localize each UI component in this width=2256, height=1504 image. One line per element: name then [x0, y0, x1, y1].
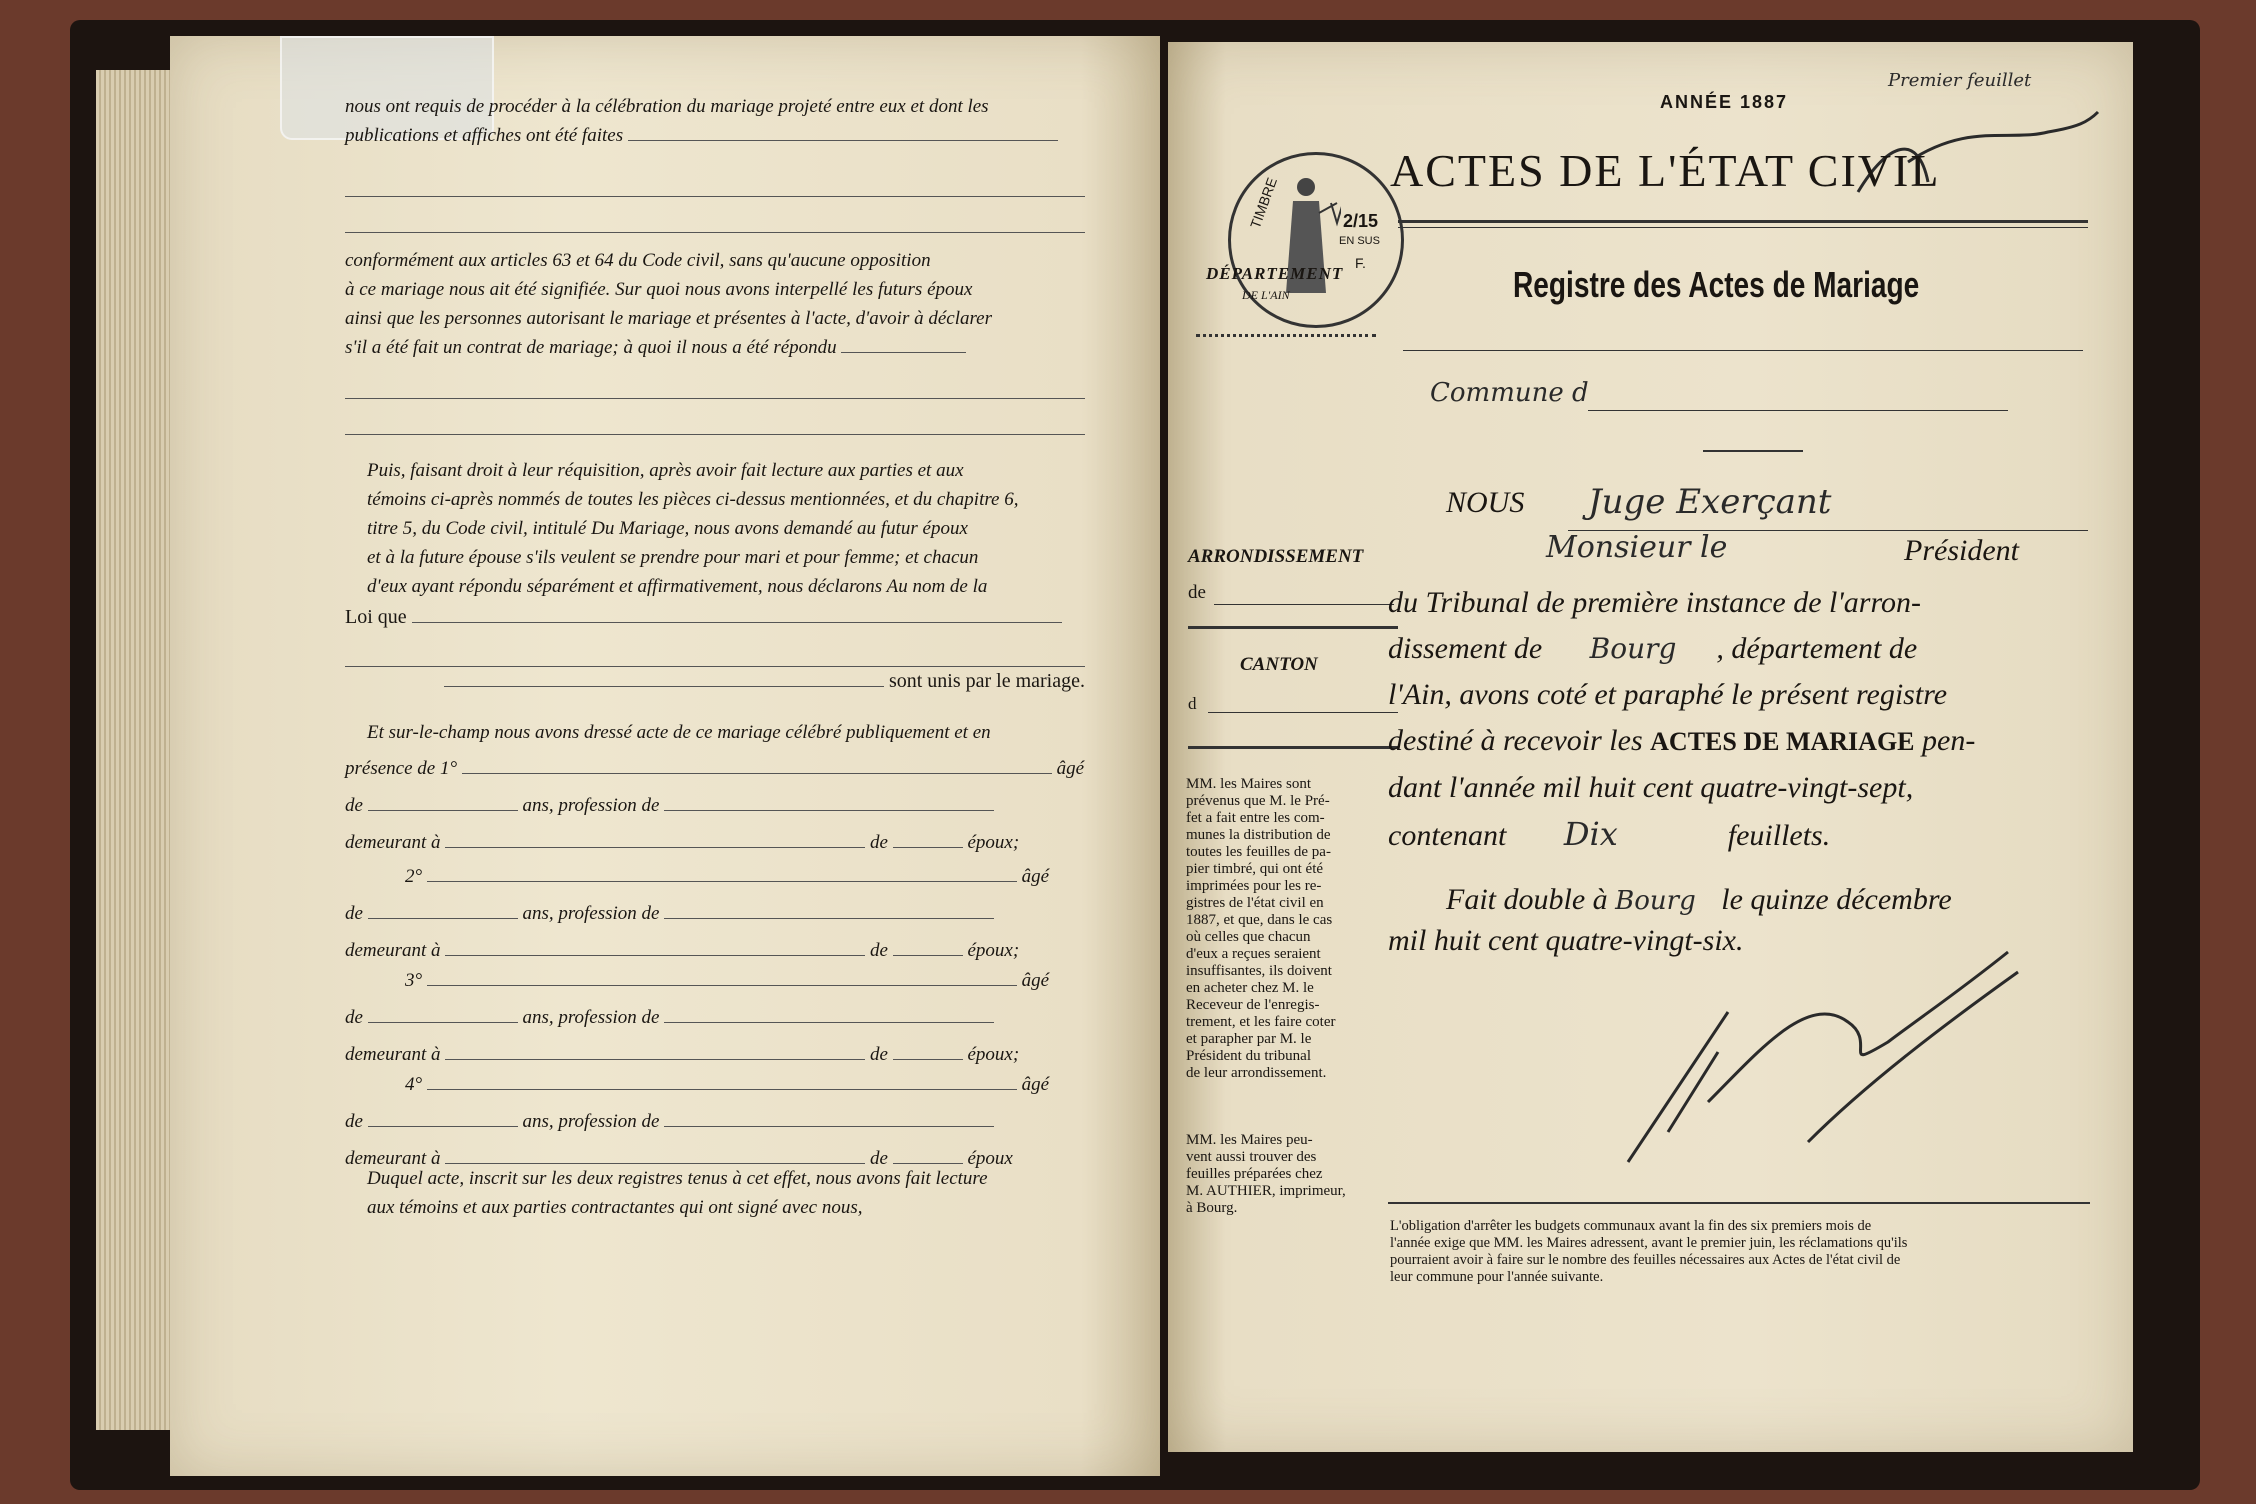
blank-line — [664, 900, 994, 919]
de-label: de — [345, 795, 363, 816]
handwritten-monsieur: Monsieur le — [1546, 530, 1728, 565]
ornament-divider — [1196, 334, 1376, 337]
age-label: âgé — [1021, 1074, 1050, 1095]
blank-line — [368, 792, 518, 811]
profession-label: ans, profession de — [522, 795, 660, 816]
blank-line — [368, 1004, 518, 1023]
handwritten-bourg: Bourg — [1589, 632, 1677, 665]
body-line: , département de — [1716, 632, 1918, 665]
body-line: pen- — [1922, 724, 1976, 757]
body-line: destiné à recevoir les — [1388, 724, 1643, 757]
de-label: de — [870, 832, 888, 853]
arrondissement-de: de — [1188, 582, 1206, 603]
text-line: témoins ci-après nommés de toutes les pièces ci-dessus mentionnées, et du chapitre 6, — [367, 489, 1019, 510]
text-line: et à la future épouse s'ils veulent se prendre pour mari et pour femme; et chacun — [367, 547, 979, 568]
margin-rule — [1188, 626, 1398, 629]
nous-label: NOUS — [1446, 486, 1525, 519]
text-line: Et sur-le-champ nous avons dressé acte de ce mariage célébré publiquement et en — [367, 722, 991, 743]
text-line: publications et affiches ont été faites — [345, 125, 624, 146]
commune-label: Commune d — [1430, 378, 1589, 408]
sidenote-line: imprimées pour les re- — [1186, 878, 1322, 894]
title-rule — [1398, 220, 2088, 223]
sidenote-line: Président du tribunal — [1186, 1048, 1311, 1064]
blank-line — [628, 122, 1058, 141]
sidenote-line: de leur arrondissement. — [1186, 1065, 1327, 1081]
loi-que-label: Loi que — [345, 606, 407, 628]
text-line: d'eux ayant répondu séparément et affirmativement, nous déclarons Au nom de la — [367, 576, 988, 597]
footnote — [1390, 1218, 2092, 1286]
loi-que-row — [345, 604, 1085, 629]
annee-label: ANNÉE 1887 — [1660, 92, 1789, 112]
text-line: aux témoins et aux parties contractantes qui ont signé avec nous, — [367, 1197, 863, 1218]
signature — [1608, 932, 2028, 1182]
blank-line — [345, 196, 1085, 197]
handwritten-premier-feuillet: Premier feuillet — [1888, 70, 2032, 91]
profession-label: ans, profession de — [522, 1007, 660, 1028]
text-line: ainsi que les personnes autorisant le mariage et présentes à l'acte, d'avoir à déclarer — [345, 308, 992, 329]
epoux-label: époux — [967, 940, 1013, 961]
paragraph-conformement — [345, 246, 1085, 362]
unis-row — [345, 668, 1085, 693]
arrondissement-label: ARRONDISSEMENT — [1188, 546, 1364, 567]
blank-line — [345, 398, 1085, 399]
fait-double — [1446, 878, 1952, 923]
de-label: de — [870, 940, 888, 961]
ornament-dash — [1703, 450, 1803, 452]
title-rule-thin — [1398, 227, 2088, 228]
blank-line — [427, 967, 1017, 986]
sidenote-line: 1887, et que, dans le cas — [1186, 912, 1333, 928]
sidenote-line: fet a fait entre les com- — [1186, 810, 1325, 826]
blank-line — [444, 668, 884, 687]
blank-line — [445, 1145, 865, 1164]
footnote-rule — [1388, 1202, 2090, 1204]
arrondissement-line — [1214, 604, 1394, 605]
stamp-ensus: EN SUS — [1339, 235, 1380, 247]
sidenote-line: gistres de l'état civil en — [1186, 895, 1324, 911]
blank-line — [664, 1004, 994, 1023]
demeurant-label: demeurant à — [345, 1044, 441, 1065]
paragraph-sur-le-champ — [345, 718, 1085, 747]
actes-de-mariage: ACTES DE MARIAGE — [1650, 727, 1915, 756]
unis-label: sont unis par le mariage. — [888, 670, 1085, 692]
paragraph-requis — [345, 92, 1085, 150]
blank-line — [345, 666, 1085, 667]
blank-line — [893, 1145, 963, 1164]
sidenote-line: prévenus que M. le Pré- — [1186, 793, 1330, 809]
footnote-line: pourraient avoir à faire sur le nombre des feuilles nécessaires aux Actes de l'état civil de — [1390, 1252, 1901, 1268]
profession-label: ans, profession de — [522, 1111, 660, 1132]
canton-label: CANTON — [1240, 654, 1318, 675]
text-line: nous ont requis de procéder à la célébration du mariage projeté entre eux et dont les — [345, 96, 989, 117]
age-label: âgé — [1021, 970, 1050, 991]
body-line: dissement de — [1388, 632, 1543, 665]
registry-body — [1388, 580, 2108, 859]
sidenote-line: M. AUTHIER, imprimeur, — [1186, 1183, 1346, 1199]
sidenote-line: trement, et les faire coter — [1186, 1014, 1336, 1030]
handwritten-dix: Dix — [1563, 815, 1618, 853]
body-line: du Tribunal de première instance de l'arron- — [1388, 586, 1922, 619]
sidenote-line: vent aussi trouver des — [1186, 1149, 1317, 1165]
blank-line — [445, 937, 865, 956]
blank-line — [368, 900, 518, 919]
stamp-departement: DÉPARTEMENT — [1206, 264, 1344, 283]
demeurant-label: demeurant à — [345, 1148, 441, 1169]
sidenote-line: où celles que chacun — [1186, 929, 1311, 945]
margin-rule — [1188, 746, 1398, 749]
blank-line — [893, 829, 963, 848]
blank-line — [893, 937, 963, 956]
de-label: de — [345, 903, 363, 924]
blank-line — [841, 334, 966, 353]
witness-4 — [345, 1070, 1085, 1173]
sidenote-line: et parapher par M. le — [1186, 1031, 1312, 1047]
handwritten-bourg: Bourg — [1615, 886, 1696, 916]
epoux-label: époux — [967, 1044, 1013, 1065]
body-line: contenant — [1388, 819, 1507, 852]
left-page — [170, 36, 1160, 1476]
blank-line — [893, 1041, 963, 1060]
age-label: âgé — [1056, 758, 1084, 779]
body-line: dant l'année mil huit cent quatre-vingt-sept, — [1388, 771, 1914, 804]
blank-line — [412, 604, 1062, 623]
text-line: Puis, faisant droit à leur réquisition, après avoir fait lecture aux parties et aux — [367, 460, 964, 481]
demeurant-label: demeurant à — [345, 832, 441, 853]
body-line: l'Ain, avons coté et paraphé le présent registre — [1388, 678, 1948, 711]
witness-3: 3° âgé de ans, profession de demeurant à de époux; — [345, 966, 1085, 1069]
demeurant-label: demeurant à — [345, 940, 441, 961]
text-line: titre 5, du Code civil, intitulé Du Mariage, nous avons demandé au futur époux — [367, 518, 968, 539]
blank-line — [445, 829, 865, 848]
profession-label: ans, profession de — [522, 903, 660, 924]
footnote-line: leur commune pour l'année suivante. — [1390, 1269, 1604, 1285]
footnote-line: L'obligation d'arrêter les budgets communaux avant la fin des six premiers mois de — [1390, 1218, 1872, 1234]
sidenote-line: à Bourg. — [1186, 1200, 1238, 1216]
subtitle-rule — [1403, 350, 2083, 351]
epoux-label: époux — [967, 1148, 1013, 1169]
blank-line — [345, 434, 1085, 435]
de-label: de — [345, 1007, 363, 1028]
registry-title: ACTES DE L'ÉTAT CIVIL — [1390, 145, 1941, 196]
sidenote-line: munes la distribution de — [1186, 827, 1331, 843]
right-page — [1168, 42, 2133, 1452]
witness-number: 2° — [405, 866, 423, 887]
body-line: feuillets. — [1727, 819, 1831, 852]
witness-number: 4° — [405, 1074, 423, 1095]
sidenote-line: en acheter chez M. le — [1186, 980, 1314, 996]
blank-line — [664, 792, 994, 811]
paragraph-duquel — [345, 1164, 1085, 1222]
blank-line — [345, 232, 1085, 233]
text-line: conformément aux articles 63 et 64 du Code civil, sans qu'aucune opposition — [345, 250, 931, 271]
text-line: Duquel acte, inscrit sur les deux registres tenus à cet effet, nous avons fait lecture — [367, 1168, 988, 1189]
witness-number: 3° — [405, 970, 423, 991]
witness-1: présence de 1° âgé de ans, profession de demeurant à de époux; — [345, 754, 1085, 857]
text-line: s'il a été fait un contrat de mariage; à quoi il nous a été répondu — [345, 337, 837, 358]
canton-d: d — [1188, 694, 1197, 713]
blank-line — [462, 755, 1052, 774]
blank-line — [427, 1071, 1017, 1090]
stamp-f: F. — [1355, 255, 1366, 271]
registry-subtitle: Registre des Actes de Mariage — [1513, 264, 1920, 305]
presence-label: présence de 1° — [345, 758, 458, 779]
fait-line: Fait double à — [1446, 883, 1608, 916]
canton-line — [1208, 712, 1398, 713]
sidenote-line: MM. les Maires peu- — [1186, 1132, 1313, 1148]
stamp-value: 2/15 — [1343, 211, 1379, 231]
president-label: Président — [1904, 534, 2019, 567]
commune-line — [1588, 410, 2008, 411]
sidenote-line: d'eux a reçues seraient — [1186, 946, 1321, 962]
sidenote-line: MM. les Maires sont — [1186, 776, 1311, 792]
blank-line — [664, 1108, 994, 1127]
epoux-label: époux — [967, 832, 1013, 853]
blank-line — [368, 1108, 518, 1127]
stamp-de-l-ain: DE L'AIN — [1242, 288, 1290, 302]
sidenote-authier — [1186, 1132, 1401, 1217]
sidenote-line: insuffisantes, ils doivent — [1186, 963, 1332, 979]
handwritten-juge: Juge Exerçant — [1588, 482, 1832, 522]
fait-line: mil huit cent quatre-vingt-six. — [1388, 924, 1744, 957]
sidenote-line: Receveur de l'enregis- — [1186, 997, 1320, 1013]
sidenote-maires — [1186, 776, 1401, 1082]
blank-line — [445, 1041, 865, 1060]
witness-2: 2° âgé de ans, profession de demeurant à de époux; — [345, 862, 1085, 965]
de-label: de — [870, 1148, 888, 1169]
de-label: de — [870, 1044, 888, 1065]
sidenote-line: toutes les feuilles de pa- — [1186, 844, 1331, 860]
paragraph-requisition — [345, 456, 1085, 601]
stamp-timbre: TIMBRE — [1246, 175, 1281, 231]
sidenote-line: pier timbré, qui ont été — [1186, 861, 1324, 877]
age-label: âgé — [1021, 866, 1050, 887]
fait-line: le quinze décembre — [1721, 883, 1952, 916]
de-label: de — [345, 1111, 363, 1132]
blank-line — [427, 863, 1017, 882]
text-line: à ce mariage nous ait été signifiée. Sur quoi nous avons interpellé les futurs époux — [345, 279, 973, 300]
footnote-line: l'année exige que MM. les Maires adressent, avant le premier juin, les réclamations qu'ils — [1390, 1235, 1908, 1251]
sidenote-line: feuilles préparées chez — [1186, 1166, 1323, 1182]
